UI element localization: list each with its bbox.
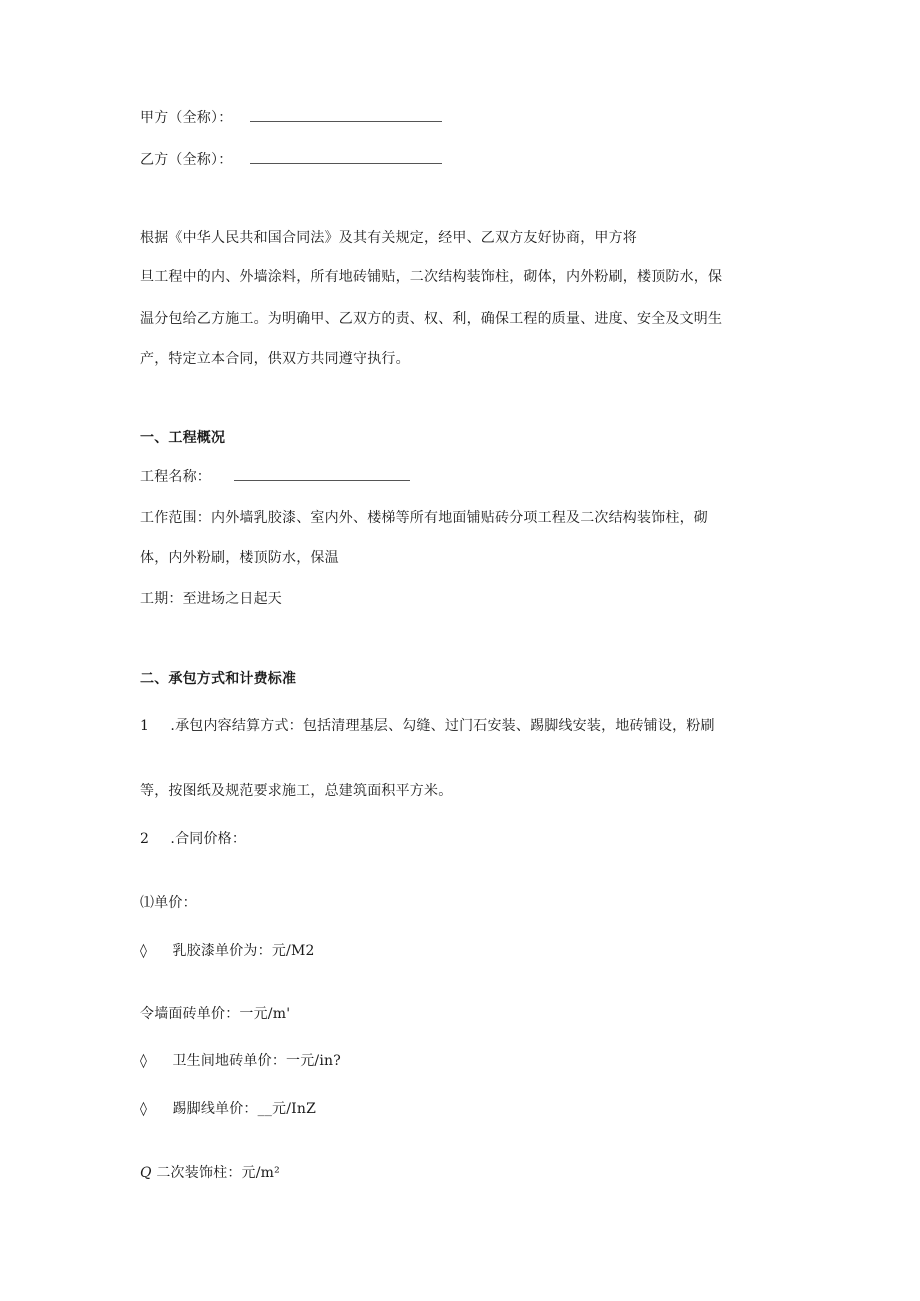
party-b-blank xyxy=(250,151,442,164)
party-a-row xyxy=(140,108,442,128)
price-skirting-text: 踢脚线单价：__元/InZ xyxy=(172,1101,317,1117)
scope-line-2: 体，内外粉刷，楼顶防水，保温 xyxy=(140,550,339,566)
party-b-row xyxy=(140,150,442,170)
price-column-text: 二次装饰柱：元/m² xyxy=(156,1165,280,1181)
scope-line-1: 工作范围：内外墙乳胶漆、室内外、楼梯等所有地面铺贴砖分项工程及二次结构装饰柱，砌 xyxy=(140,510,708,526)
item-2-number: 2 xyxy=(140,831,150,847)
diamond-bullet-icon: ◊ xyxy=(140,1053,148,1069)
price-latex-text: 乳胶漆单价为：元/M2 xyxy=(172,943,315,959)
item-1-number: 1 xyxy=(140,718,150,734)
price-latex-row xyxy=(140,941,315,961)
price-column-row xyxy=(140,1163,280,1183)
party-b-label: 乙方（全称）： xyxy=(140,152,233,168)
diamond-bullet-icon: ◊ xyxy=(140,1101,148,1117)
duration-line: 工期：至进场之日起天 xyxy=(140,591,282,607)
project-name-row xyxy=(140,467,410,487)
intro-line-1: 根据《中华人民共和国合同法》及其有关规定，经甲、乙双方友好协商，甲方将 xyxy=(140,230,637,246)
intro-line-2: 旦工程中的内、外墙涂料，所有地砖铺贴，二次结构装饰柱，砌体，内外粉刷，楼顶防水，保 xyxy=(140,269,723,285)
section-1-heading: 一、工程概况 xyxy=(140,430,226,446)
item-1-text: .承包内容结算方式：包括清理基层、勾缝、过门石安装、踢脚线安装，地砖铺设，粉刷 xyxy=(170,718,715,734)
item-2-text: .合同价格： xyxy=(170,831,247,847)
project-name-label: 工程名称： xyxy=(140,469,211,485)
intro-line-4: 产，特定立本合同，供双方共同遵守执行。 xyxy=(140,351,410,367)
price-bath-tile-text: 卫生间地砖单价：一元/in? xyxy=(172,1053,341,1069)
price-wall-tile-row: 令墙面砖单价：一元/m' xyxy=(140,1006,291,1022)
party-a-blank xyxy=(250,109,442,122)
item-1-line-2: 等，按图纸及规范要求施工，总建筑面积平方米。 xyxy=(140,783,453,799)
unit-price-heading: ⑴单价： xyxy=(140,895,197,911)
project-name-blank xyxy=(234,468,410,481)
section-2-heading: 二、承包方式和计费标准 xyxy=(140,671,297,687)
diamond-bullet-icon: ◊ xyxy=(140,943,148,959)
intro-line-3: 温分包给乙方施工。为明确甲、乙双方的责、权、利，确保工程的质量、进度、安全及文明生 xyxy=(140,311,723,327)
item-1-line-1 xyxy=(140,716,715,736)
price-bath-tile-row xyxy=(140,1051,341,1071)
party-a-label: 甲方（全称）： xyxy=(140,110,233,126)
q-bullet-icon: Q xyxy=(140,1165,152,1181)
item-2-line xyxy=(140,829,246,849)
price-skirting-row xyxy=(140,1099,316,1119)
